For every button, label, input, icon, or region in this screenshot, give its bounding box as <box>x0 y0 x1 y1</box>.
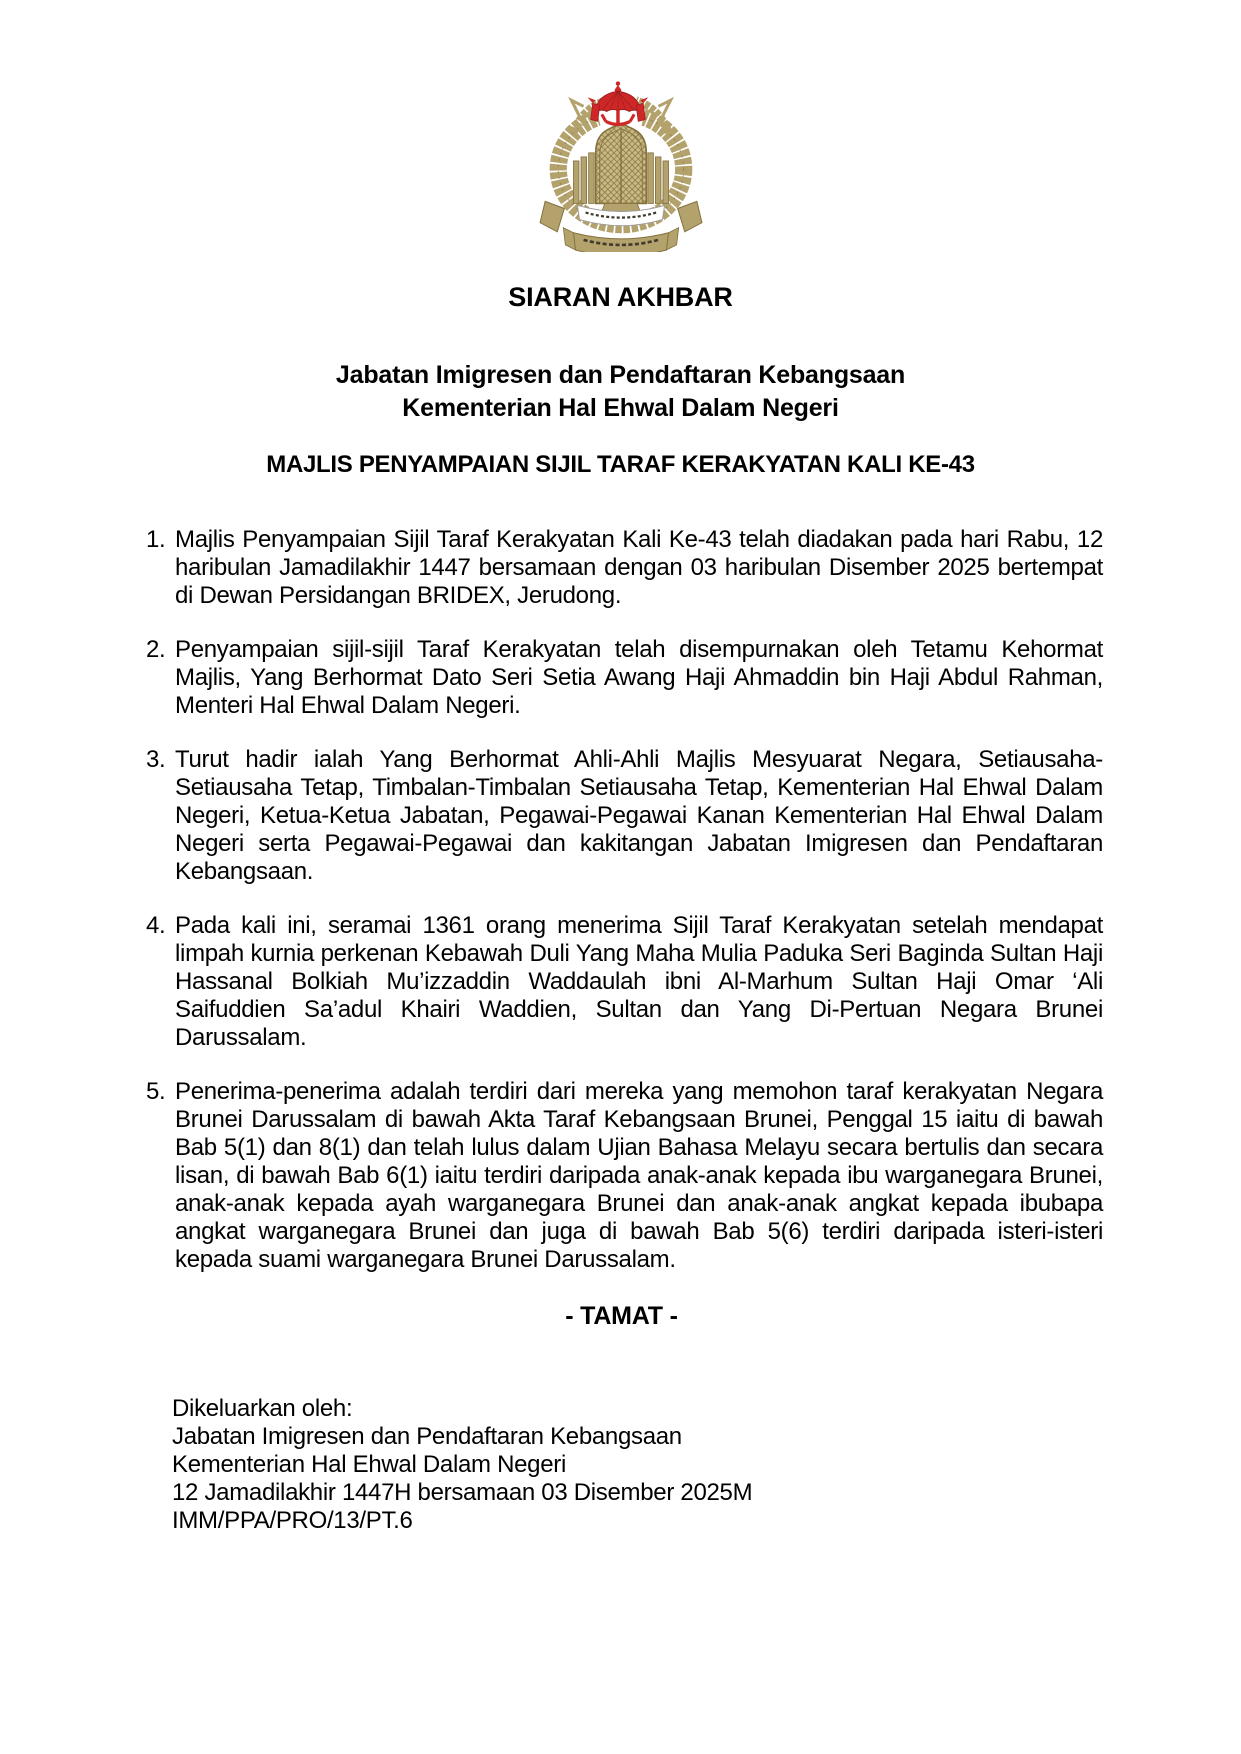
paragraph-3 <box>140 746 1103 886</box>
issued-by-block <box>172 1395 1103 1535</box>
numbered-paragraphs <box>140 526 1103 1274</box>
paragraph-text: Penyampaian sijil-sijil Taraf Kerakyatan telah disempurnakan oleh Tetamu Kehormat Majlis, Yang Berhormat Dato Seri Setia Awang Haji Ahmaddin bin Haji Abdul Rahman, Menteri Hal Ehwal Dalam Negeri. <box>175 636 1103 719</box>
issue-date-line: 12 Jamadilakhir 1447H bersamaan 03 Disember 2025M <box>172 1479 753 1506</box>
paragraph-2 <box>140 636 1103 720</box>
document-title: SIARAN AKHBAR <box>508 282 733 312</box>
organization-block <box>0 359 1241 425</box>
department-crest <box>534 80 708 252</box>
paragraph-5 <box>140 1078 1103 1274</box>
paragraph-number: 3. <box>146 746 166 773</box>
paragraph-number: 1. <box>146 526 166 553</box>
paragraph-number: 4. <box>146 912 166 939</box>
end-marker: - TAMAT - <box>565 1302 678 1330</box>
organization-ministry: Kementerian Hal Ehwal Dalam Negeri <box>402 394 839 422</box>
paragraph-1 <box>140 526 1103 610</box>
crest-gate-icon <box>595 124 646 212</box>
department-crest-graphic <box>534 80 708 252</box>
event-heading: MAJLIS PENYAMPAIAN SIJIL TARAF KERAKYATAN KALI KE-43 <box>266 451 975 478</box>
issuer-department: Jabatan Imigresen dan Pendaftaran Kebangsaan <box>172 1423 682 1450</box>
paragraph-text: Penerima-penerima adalah terdiri dari mereka yang memohon taraf kerakyatan Negara Brunei Darussalam di bawah Akta Taraf Kebangsaan Brunei, Penggal 15 iaitu di bawah Bab 5(1) dan 8(1) dan telah lulus dalam Ujian Bahasa Melayu secara bertulis dan secara lisan, di bawah Bab 6(1) iaitu terdiri daripada anak-anak kepada ibu warganegara Brunei, anak-anak kepada ayah warganegara Brunei dan anak-anak angkat kepada ibubapa angkat warganegara Brunei dan juga di bawah Bab 5(6) terdiri daripada isteri-isteri kepada suami warganegara Brunei Darussalam. <box>175 1078 1103 1273</box>
document-body <box>0 526 1241 1535</box>
paragraph-number: 2. <box>146 636 166 663</box>
paragraph-text: Turut hadir ialah Yang Berhormat Ahli-Ahli Majlis Mesyuarat Negara, Setiausaha-Setiausaha Tetap, Timbalan-Timbalan Setiausaha Tetap, Kementerian Hal Ehwal Dalam Negeri, Ketua-Ketua Jabatan, Pegawai-Pegawai Kanan Kementerian Hal Ehwal Dalam Negeri serta Pegawai-Pegawai dan kakitangan Jabatan Imigresen dan Pendaftaran Kebangsaan. <box>175 746 1103 885</box>
organization-department: Jabatan Imigresen dan Pendaftaran Kebangsaan <box>335 361 906 389</box>
paragraph-text: Majlis Penyampaian Sijil Taraf Kerakyatan Kali Ke-43 telah diadakan pada hari Rabu, 12 haribulan Jamadilakhir 1447 bersamaan dengan 03 haribulan Disember 2025 bertempat di Dewan Persidangan BRIDEX, Jerudong. <box>175 526 1103 609</box>
issued-by-label: Dikeluarkan oleh: <box>172 1395 353 1422</box>
reference-number: IMM/PPA/PRO/13/PT.6 <box>172 1507 413 1534</box>
paragraph-4 <box>140 912 1103 1052</box>
paragraph-text: Pada kali ini, seramai 1361 orang menerima Sijil Taraf Kerakyatan setelah mendapat limpah kurnia perkenan Kebawah Duli Yang Maha Mulia Paduka Seri Baginda Sultan Haji Hassanal Bolkiah Mu’izzaddin Waddaulah ibni Al-Marhum Sultan Haji Omar ‘Ali Saifuddien Sa’adul Khairi Waddien, Sultan dan Yang Di-Pertuan Negara Brunei Darussalam. <box>175 912 1103 1051</box>
issuer-ministry: Kementerian Hal Ehwal Dalam Negeri <box>172 1451 566 1478</box>
paragraph-number: 5. <box>146 1078 166 1105</box>
